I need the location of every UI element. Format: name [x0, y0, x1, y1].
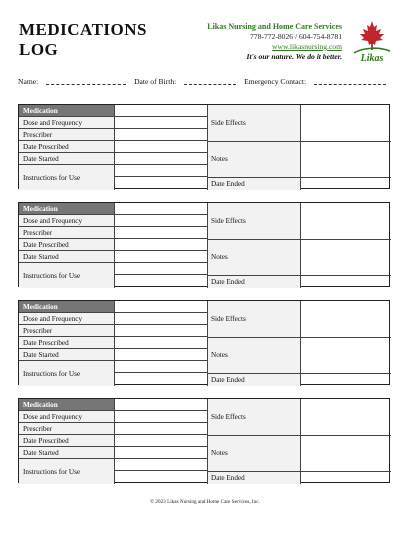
notes-field[interactable]	[300, 435, 391, 471]
entry-field[interactable]	[114, 275, 207, 288]
entry-field[interactable]	[114, 337, 207, 349]
entry-field[interactable]	[114, 153, 207, 165]
medication-record-2	[18, 202, 390, 287]
likas-maple-leaf-logo	[352, 20, 392, 64]
copyright-footer: © 2023 Likas Nursing and Home Care Services, Inc.	[150, 499, 260, 505]
entry-field[interactable]	[114, 471, 207, 484]
logo-wordmark: Likas	[360, 53, 384, 64]
divider	[207, 471, 391, 472]
dob-label: Date of Birth:	[134, 77, 177, 86]
entry-field[interactable]	[114, 447, 207, 459]
page-title	[19, 20, 147, 60]
date-prescribed-label: Date Prescribed	[19, 337, 114, 349]
entry-field[interactable]	[114, 227, 207, 239]
entry-field[interactable]	[114, 129, 207, 141]
date-ended-label: Date Ended	[207, 177, 300, 190]
date-ended-field[interactable]	[300, 471, 391, 484]
entry-field[interactable]	[114, 301, 207, 313]
date-ended-label: Date Ended	[207, 471, 300, 484]
medication-record-4	[18, 398, 390, 483]
divider	[207, 435, 391, 436]
dose-frequency-label: Dose and Frequency	[19, 117, 114, 129]
notes-field[interactable]	[300, 337, 391, 373]
entry-field[interactable]	[114, 141, 207, 153]
notes-field[interactable]	[300, 141, 391, 177]
entry-field[interactable]	[114, 263, 207, 275]
divider	[207, 275, 391, 276]
notes-label: Notes	[207, 141, 300, 177]
side-effects-label: Side Effects	[207, 105, 300, 141]
divider	[207, 239, 391, 240]
side-effects-label: Side Effects	[207, 203, 300, 239]
prescriber-label: Prescriber	[19, 325, 114, 337]
date-prescribed-label: Date Prescribed	[19, 435, 114, 447]
entry-field[interactable]	[114, 459, 207, 471]
notes-label: Notes	[207, 337, 300, 373]
date-ended-field[interactable]	[300, 373, 391, 386]
name-label: Name:	[18, 77, 39, 86]
medication-label: Medication	[19, 399, 114, 411]
notes-field[interactable]	[300, 239, 391, 275]
entry-field[interactable]	[114, 177, 207, 190]
entry-field[interactable]	[114, 349, 207, 361]
date-ended-field[interactable]	[300, 275, 391, 288]
instructions-label: Instructions for Use	[19, 263, 114, 288]
entry-field[interactable]	[114, 251, 207, 263]
title-line-2: LOG	[19, 40, 59, 59]
side-effects-field[interactable]	[300, 203, 391, 239]
entry-field[interactable]	[114, 325, 207, 337]
prescriber-label: Prescriber	[19, 423, 114, 435]
medication-label: Medication	[19, 203, 114, 215]
date-ended-label: Date Ended	[207, 275, 300, 288]
side-effects-field[interactable]	[300, 399, 391, 435]
date-started-label: Date Started	[19, 349, 114, 361]
instructions-label: Instructions for Use	[19, 361, 114, 386]
entry-field[interactable]	[114, 361, 207, 373]
dose-frequency-label: Dose and Frequency	[19, 313, 114, 325]
dob-field[interactable]	[184, 77, 236, 85]
notes-label: Notes	[207, 435, 300, 471]
date-started-label: Date Started	[19, 153, 114, 165]
entry-field[interactable]	[114, 117, 207, 129]
emergency-contact-field[interactable]	[314, 77, 386, 85]
patient-info-line	[18, 77, 390, 86]
company-website-link[interactable]: www.likasnursing.com	[272, 42, 342, 51]
divider	[207, 337, 391, 338]
name-field[interactable]	[46, 77, 126, 85]
divider	[207, 373, 391, 374]
notes-label: Notes	[207, 239, 300, 275]
date-prescribed-label: Date Prescribed	[19, 141, 114, 153]
date-prescribed-label: Date Prescribed	[19, 239, 114, 251]
entry-field[interactable]	[114, 423, 207, 435]
entry-field[interactable]	[114, 105, 207, 117]
company-phone: 778-772-8026 / 604-754-8781	[250, 32, 342, 41]
company-name: Likas Nursing and Home Care Services	[207, 22, 342, 31]
entry-field[interactable]	[114, 313, 207, 325]
title-line-1: MEDICATIONS	[19, 20, 147, 39]
instructions-label: Instructions for Use	[19, 459, 114, 484]
divider	[207, 177, 391, 178]
entry-field[interactable]	[114, 399, 207, 411]
entry-field[interactable]	[114, 373, 207, 386]
entry-field[interactable]	[114, 203, 207, 215]
entry-field[interactable]	[114, 215, 207, 227]
date-started-label: Date Started	[19, 251, 114, 263]
date-started-label: Date Started	[19, 447, 114, 459]
dose-frequency-label: Dose and Frequency	[19, 411, 114, 423]
prescriber-label: Prescriber	[19, 129, 114, 141]
entry-field[interactable]	[114, 411, 207, 423]
entry-field[interactable]	[114, 165, 207, 177]
company-tagline: It's our nature. We do it better.	[246, 52, 342, 61]
medication-label: Medication	[19, 301, 114, 313]
dose-frequency-label: Dose and Frequency	[19, 215, 114, 227]
side-effects-label: Side Effects	[207, 301, 300, 337]
instructions-label: Instructions for Use	[19, 165, 114, 190]
side-effects-field[interactable]	[300, 105, 391, 141]
prescriber-label: Prescriber	[19, 227, 114, 239]
entry-field[interactable]	[114, 435, 207, 447]
medication-record-3	[18, 300, 390, 385]
date-ended-label: Date Ended	[207, 373, 300, 386]
medication-label: Medication	[19, 105, 114, 117]
emergency-contact-label: Emergency Contact:	[244, 77, 307, 86]
side-effects-field[interactable]	[300, 301, 391, 337]
date-ended-field[interactable]	[300, 177, 391, 190]
side-effects-label: Side Effects	[207, 399, 300, 435]
company-info	[207, 22, 342, 62]
divider	[207, 141, 391, 142]
medication-record-1	[18, 104, 390, 189]
entry-field[interactable]	[114, 239, 207, 251]
